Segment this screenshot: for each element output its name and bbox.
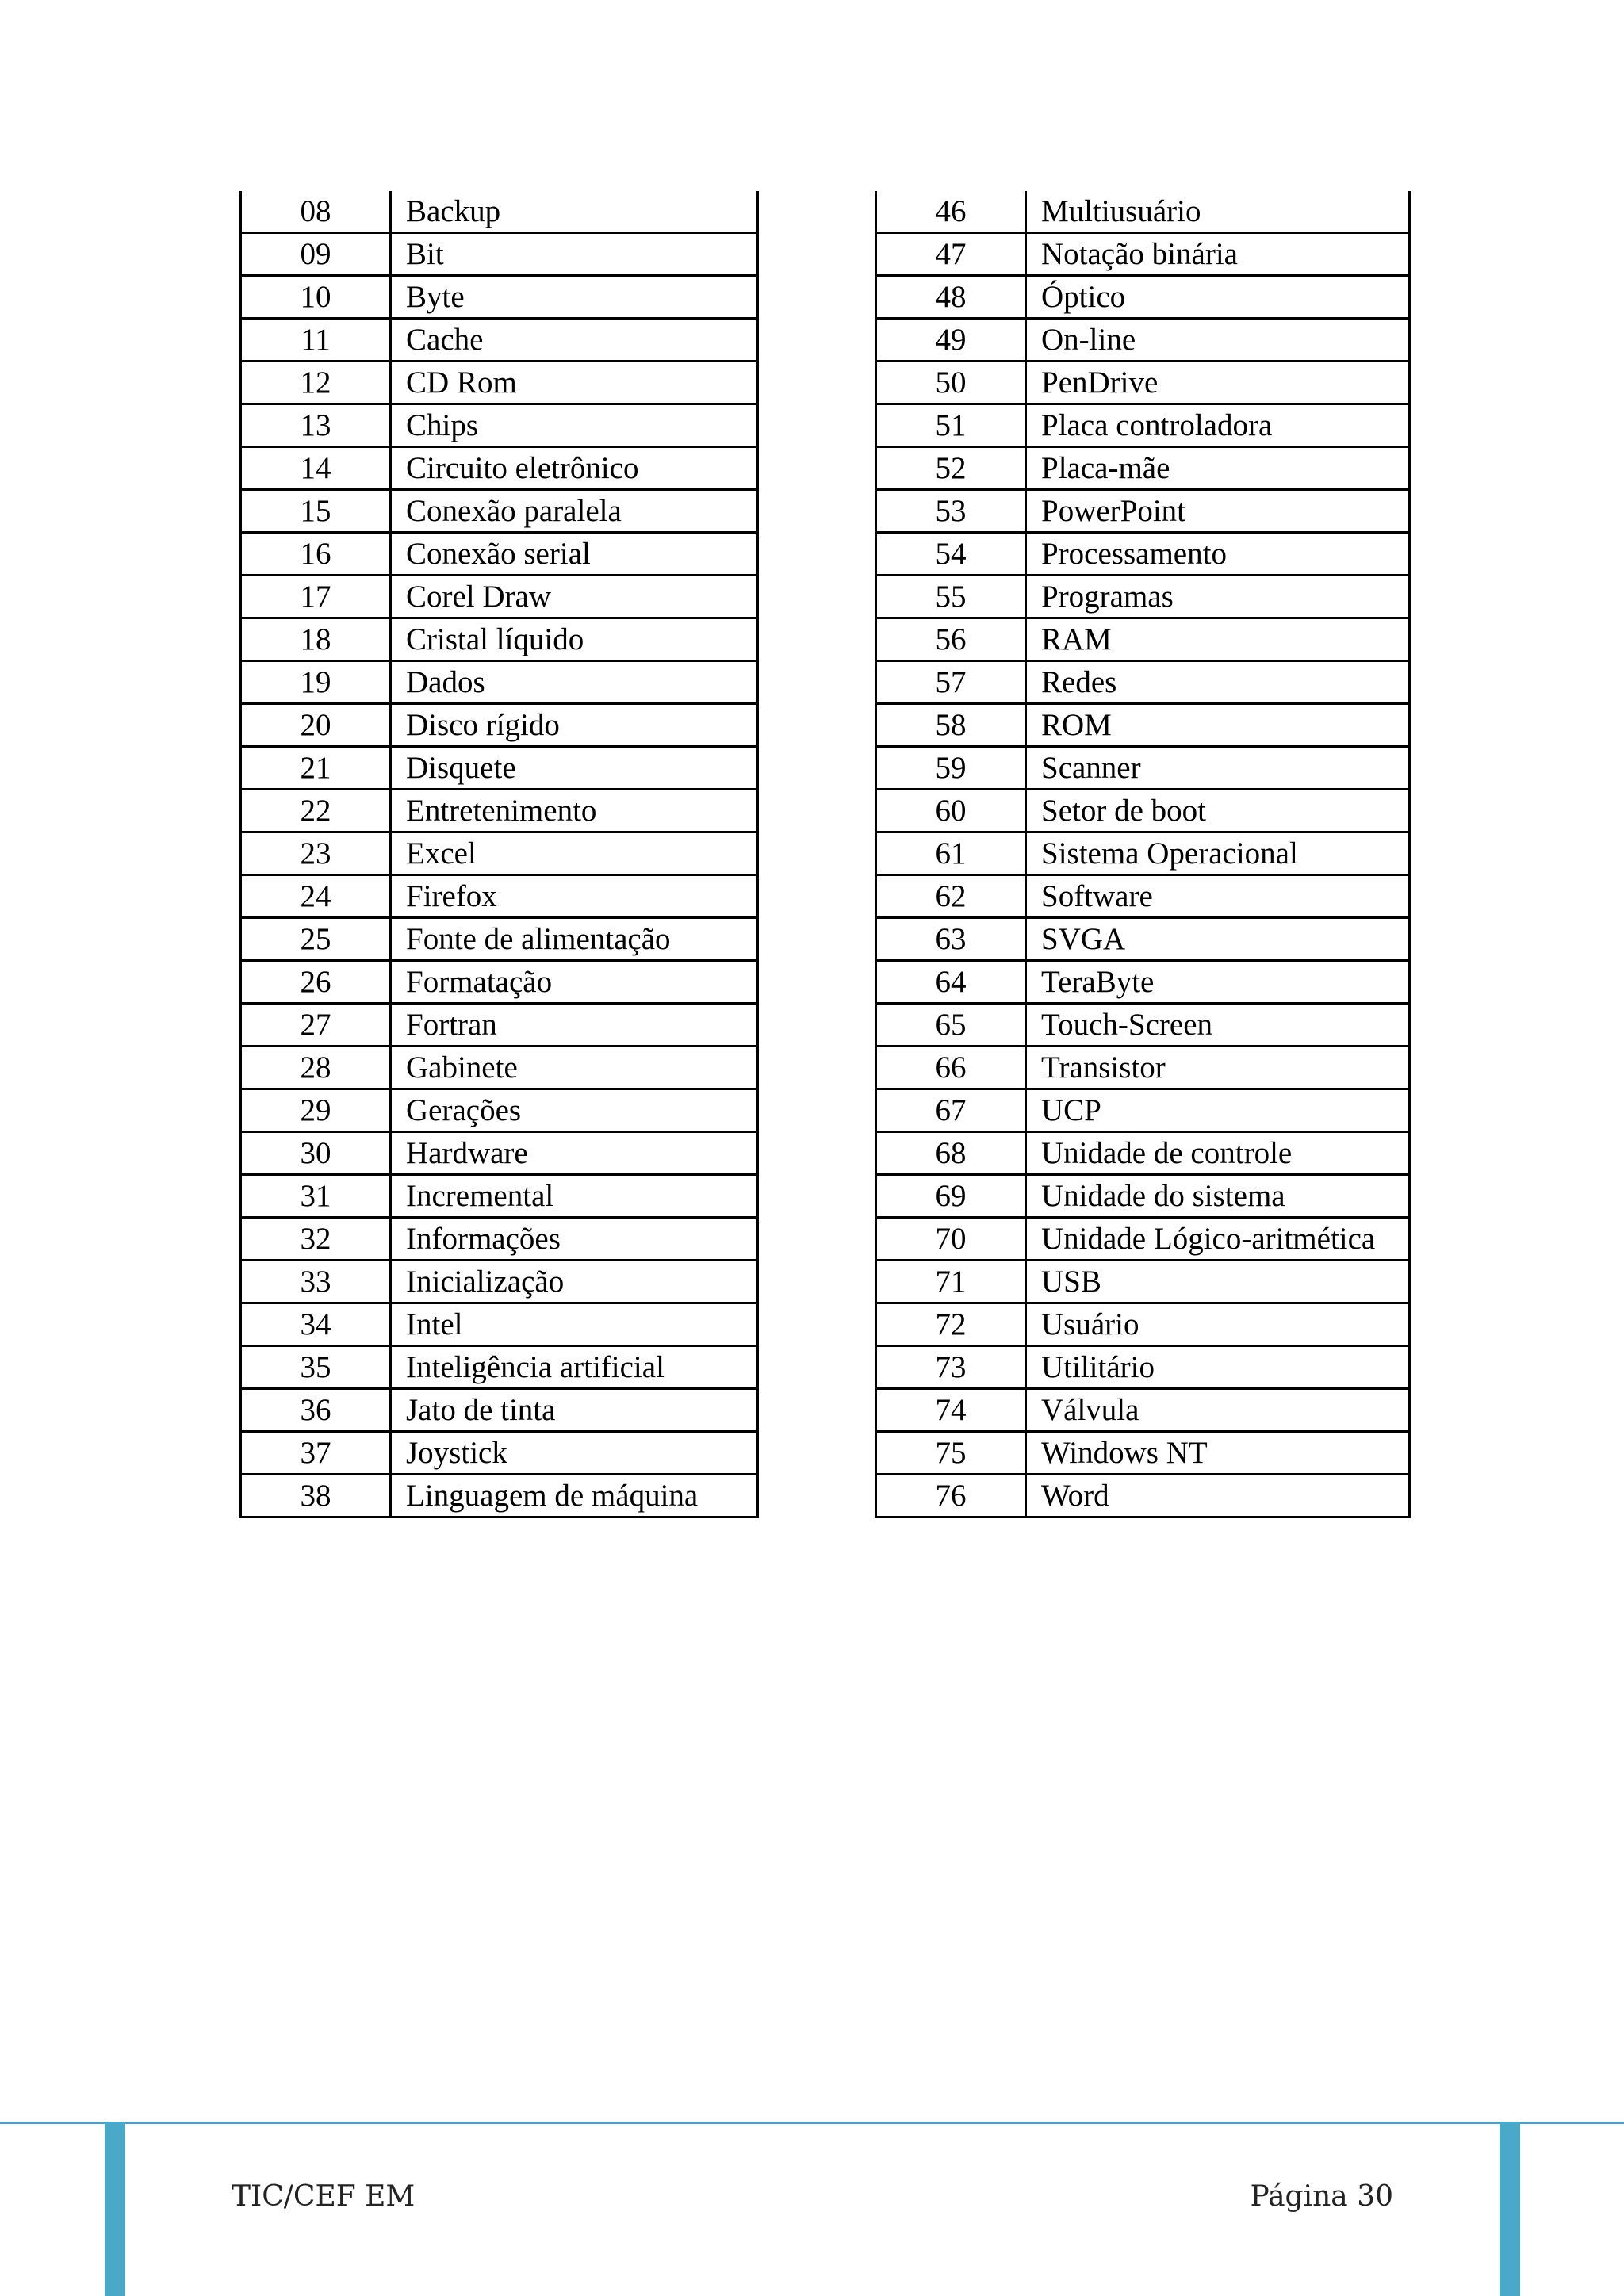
- row-number: 25: [241, 918, 391, 961]
- table-row: [876, 319, 1410, 362]
- row-number: 61: [876, 832, 1026, 875]
- row-term: TeraByte: [1026, 961, 1410, 1004]
- row-term: Notação binária: [1026, 233, 1410, 276]
- table-row: [876, 362, 1410, 404]
- row-term: Jato de tinta: [391, 1389, 758, 1432]
- table-row: [241, 1004, 758, 1047]
- row-term: Sistema Operacional: [1026, 832, 1410, 875]
- row-number: 63: [876, 918, 1026, 961]
- table-row: [876, 1004, 1410, 1047]
- row-number: 36: [241, 1389, 391, 1432]
- table-row: [241, 576, 758, 618]
- row-number: 12: [241, 362, 391, 404]
- row-number: 75: [876, 1432, 1026, 1475]
- table-row: [241, 233, 758, 276]
- row-term: UCP: [1026, 1089, 1410, 1132]
- row-term: Utilitário: [1026, 1346, 1410, 1389]
- row-term: Unidade de controle: [1026, 1132, 1410, 1175]
- table-row: [876, 790, 1410, 832]
- row-term: Conexão serial: [391, 533, 758, 576]
- row-term: Dados: [391, 661, 758, 704]
- row-term: Touch-Screen: [1026, 1004, 1410, 1047]
- row-term: Joystick: [391, 1432, 758, 1475]
- row-term: Incremental: [391, 1175, 758, 1218]
- row-term: Formatação: [391, 961, 758, 1004]
- footer-divider: [0, 2122, 1624, 2124]
- table-row: [876, 704, 1410, 747]
- table-row: [241, 790, 758, 832]
- row-term: Word: [1026, 1475, 1410, 1517]
- row-number: 47: [876, 233, 1026, 276]
- row-number: 62: [876, 875, 1026, 918]
- table-row: [876, 618, 1410, 661]
- table-body: [241, 191, 758, 1517]
- row-term: Unidade Lógico-aritmética: [1026, 1218, 1410, 1261]
- row-term: Conexão paralela: [391, 490, 758, 533]
- row-number: 33: [241, 1261, 391, 1303]
- table-row: [876, 533, 1410, 576]
- row-term: Cache: [391, 319, 758, 362]
- row-number: 15: [241, 490, 391, 533]
- table-row: [241, 1432, 758, 1475]
- row-term: Linguagem de máquina: [391, 1475, 758, 1517]
- table-row: [876, 276, 1410, 319]
- row-term: Gabinete: [391, 1047, 758, 1089]
- row-term: On-line: [1026, 319, 1410, 362]
- row-term: Windows NT: [1026, 1432, 1410, 1475]
- row-term: Inicialização: [391, 1261, 758, 1303]
- table-row: [241, 490, 758, 533]
- row-number: 11: [241, 319, 391, 362]
- row-number: 26: [241, 961, 391, 1004]
- row-number: 17: [241, 576, 391, 618]
- row-term: Processamento: [1026, 533, 1410, 576]
- row-number: 22: [241, 790, 391, 832]
- row-number: 23: [241, 832, 391, 875]
- page-footer: [0, 2122, 1624, 2296]
- row-number: 71: [876, 1261, 1026, 1303]
- row-number: 27: [241, 1004, 391, 1047]
- table-row: [876, 1303, 1410, 1346]
- row-number: 70: [876, 1218, 1026, 1261]
- table-row: [241, 1175, 758, 1218]
- row-number: 13: [241, 404, 391, 447]
- row-number: 60: [876, 790, 1026, 832]
- row-term: Cristal líquido: [391, 618, 758, 661]
- row-term: Intel: [391, 1303, 758, 1346]
- row-number: 14: [241, 447, 391, 490]
- row-number: 64: [876, 961, 1026, 1004]
- row-term: Informações: [391, 1218, 758, 1261]
- table-row: [876, 404, 1410, 447]
- row-term: Fonte de alimentação: [391, 918, 758, 961]
- table-row: [241, 447, 758, 490]
- table-row: [241, 832, 758, 875]
- table-row: [241, 1089, 758, 1132]
- table-row: [241, 961, 758, 1004]
- table-row: [876, 1218, 1410, 1261]
- row-number: 16: [241, 533, 391, 576]
- row-term: Gerações: [391, 1089, 758, 1132]
- row-number: 56: [876, 618, 1026, 661]
- row-number: 20: [241, 704, 391, 747]
- table-row: [876, 1261, 1410, 1303]
- table-row: [876, 918, 1410, 961]
- table-row: [876, 1432, 1410, 1475]
- row-term: Setor de boot: [1026, 790, 1410, 832]
- table-row: [876, 832, 1410, 875]
- footer-accent-bar-right: [1500, 2122, 1520, 2296]
- row-term: Firefox: [391, 875, 758, 918]
- row-number: 74: [876, 1389, 1026, 1432]
- table-body: [876, 191, 1410, 1517]
- row-number: 29: [241, 1089, 391, 1132]
- row-term: Byte: [391, 276, 758, 319]
- row-number: 10: [241, 276, 391, 319]
- row-term: Programas: [1026, 576, 1410, 618]
- row-number: 53: [876, 490, 1026, 533]
- row-term: Usuário: [1026, 1303, 1410, 1346]
- row-number: 65: [876, 1004, 1026, 1047]
- row-number: 09: [241, 233, 391, 276]
- row-term: PenDrive: [1026, 362, 1410, 404]
- footer-course-label: TIC/CEF EM: [232, 2180, 416, 2213]
- footer-accent-bar-left: [105, 2122, 125, 2296]
- table-row: [876, 875, 1410, 918]
- row-number: 58: [876, 704, 1026, 747]
- table-row: [241, 276, 758, 319]
- glossary-table-left: [239, 191, 759, 1518]
- table-row: [241, 1218, 758, 1261]
- row-number: 72: [876, 1303, 1026, 1346]
- table-row: [241, 362, 758, 404]
- row-term: Excel: [391, 832, 758, 875]
- row-number: 68: [876, 1132, 1026, 1175]
- table-row: [876, 447, 1410, 490]
- row-number: 59: [876, 747, 1026, 790]
- row-term: CD Rom: [391, 362, 758, 404]
- row-term: Transistor: [1026, 1047, 1410, 1089]
- row-number: 69: [876, 1175, 1026, 1218]
- table-row: [876, 961, 1410, 1004]
- footer-page-number: Página 30: [1250, 2180, 1393, 2213]
- glossary-table-right: [875, 191, 1411, 1518]
- table-row: [876, 1475, 1410, 1517]
- row-number: 21: [241, 747, 391, 790]
- table-row: [241, 1047, 758, 1089]
- table-row: [241, 1475, 758, 1517]
- row-number: 38: [241, 1475, 391, 1517]
- row-number: 55: [876, 576, 1026, 618]
- row-term: Circuito eletrônico: [391, 447, 758, 490]
- table-row: [241, 1261, 758, 1303]
- table-row: [241, 875, 758, 918]
- row-number: 31: [241, 1175, 391, 1218]
- table-row: [876, 233, 1410, 276]
- row-term: Chips: [391, 404, 758, 447]
- table-row: [876, 1132, 1410, 1175]
- table-row: [876, 1346, 1410, 1389]
- row-term: Multiusuário: [1026, 191, 1410, 233]
- row-term: Corel Draw: [391, 576, 758, 618]
- row-number: 30: [241, 1132, 391, 1175]
- row-term: ROM: [1026, 704, 1410, 747]
- row-term: Redes: [1026, 661, 1410, 704]
- table-row: [241, 661, 758, 704]
- table-row: [241, 1303, 758, 1346]
- row-term: Backup: [391, 191, 758, 233]
- table-row: [241, 918, 758, 961]
- table-row: [241, 747, 758, 790]
- table-row: [241, 618, 758, 661]
- row-term: PowerPoint: [1026, 490, 1410, 533]
- row-number: 66: [876, 1047, 1026, 1089]
- row-term: Válvula: [1026, 1389, 1410, 1432]
- table-row: [876, 1175, 1410, 1218]
- table-row: [241, 1389, 758, 1432]
- table-row: [876, 747, 1410, 790]
- table-row: [876, 661, 1410, 704]
- table-row: [876, 576, 1410, 618]
- row-number: 18: [241, 618, 391, 661]
- row-number: 46: [876, 191, 1026, 233]
- row-number: 48: [876, 276, 1026, 319]
- table-row: [876, 191, 1410, 233]
- row-term: RAM: [1026, 618, 1410, 661]
- row-term: Disquete: [391, 747, 758, 790]
- row-term: Unidade do sistema: [1026, 1175, 1410, 1218]
- row-number: 54: [876, 533, 1026, 576]
- row-number: 35: [241, 1346, 391, 1389]
- row-number: 50: [876, 362, 1026, 404]
- row-number: 24: [241, 875, 391, 918]
- row-number: 57: [876, 661, 1026, 704]
- row-term: Scanner: [1026, 747, 1410, 790]
- table-row: [876, 490, 1410, 533]
- table-row: [241, 533, 758, 576]
- row-number: 51: [876, 404, 1026, 447]
- row-term: Óptico: [1026, 276, 1410, 319]
- row-term: USB: [1026, 1261, 1410, 1303]
- row-number: 67: [876, 1089, 1026, 1132]
- row-term: Placa controladora: [1026, 404, 1410, 447]
- row-term: Entretenimento: [391, 790, 758, 832]
- row-number: 32: [241, 1218, 391, 1261]
- row-number: 28: [241, 1047, 391, 1089]
- row-term: Inteligência artificial: [391, 1346, 758, 1389]
- row-term: Hardware: [391, 1132, 758, 1175]
- row-term: Fortran: [391, 1004, 758, 1047]
- row-number: 49: [876, 319, 1026, 362]
- table-row: [876, 1089, 1410, 1132]
- table-row: [241, 1132, 758, 1175]
- row-term: Bit: [391, 233, 758, 276]
- row-number: 52: [876, 447, 1026, 490]
- row-number: 37: [241, 1432, 391, 1475]
- table-row: [241, 704, 758, 747]
- table-row: [241, 191, 758, 233]
- row-term: Software: [1026, 875, 1410, 918]
- row-number: 19: [241, 661, 391, 704]
- table-row: [876, 1047, 1410, 1089]
- row-number: 73: [876, 1346, 1026, 1389]
- row-number: 08: [241, 191, 391, 233]
- row-number: 34: [241, 1303, 391, 1346]
- row-number: 76: [876, 1475, 1026, 1517]
- row-term: SVGA: [1026, 918, 1410, 961]
- table-row: [241, 1346, 758, 1389]
- row-term: Disco rígido: [391, 704, 758, 747]
- table-row: [876, 1389, 1410, 1432]
- table-row: [241, 404, 758, 447]
- table-row: [241, 319, 758, 362]
- row-term: Placa-mãe: [1026, 447, 1410, 490]
